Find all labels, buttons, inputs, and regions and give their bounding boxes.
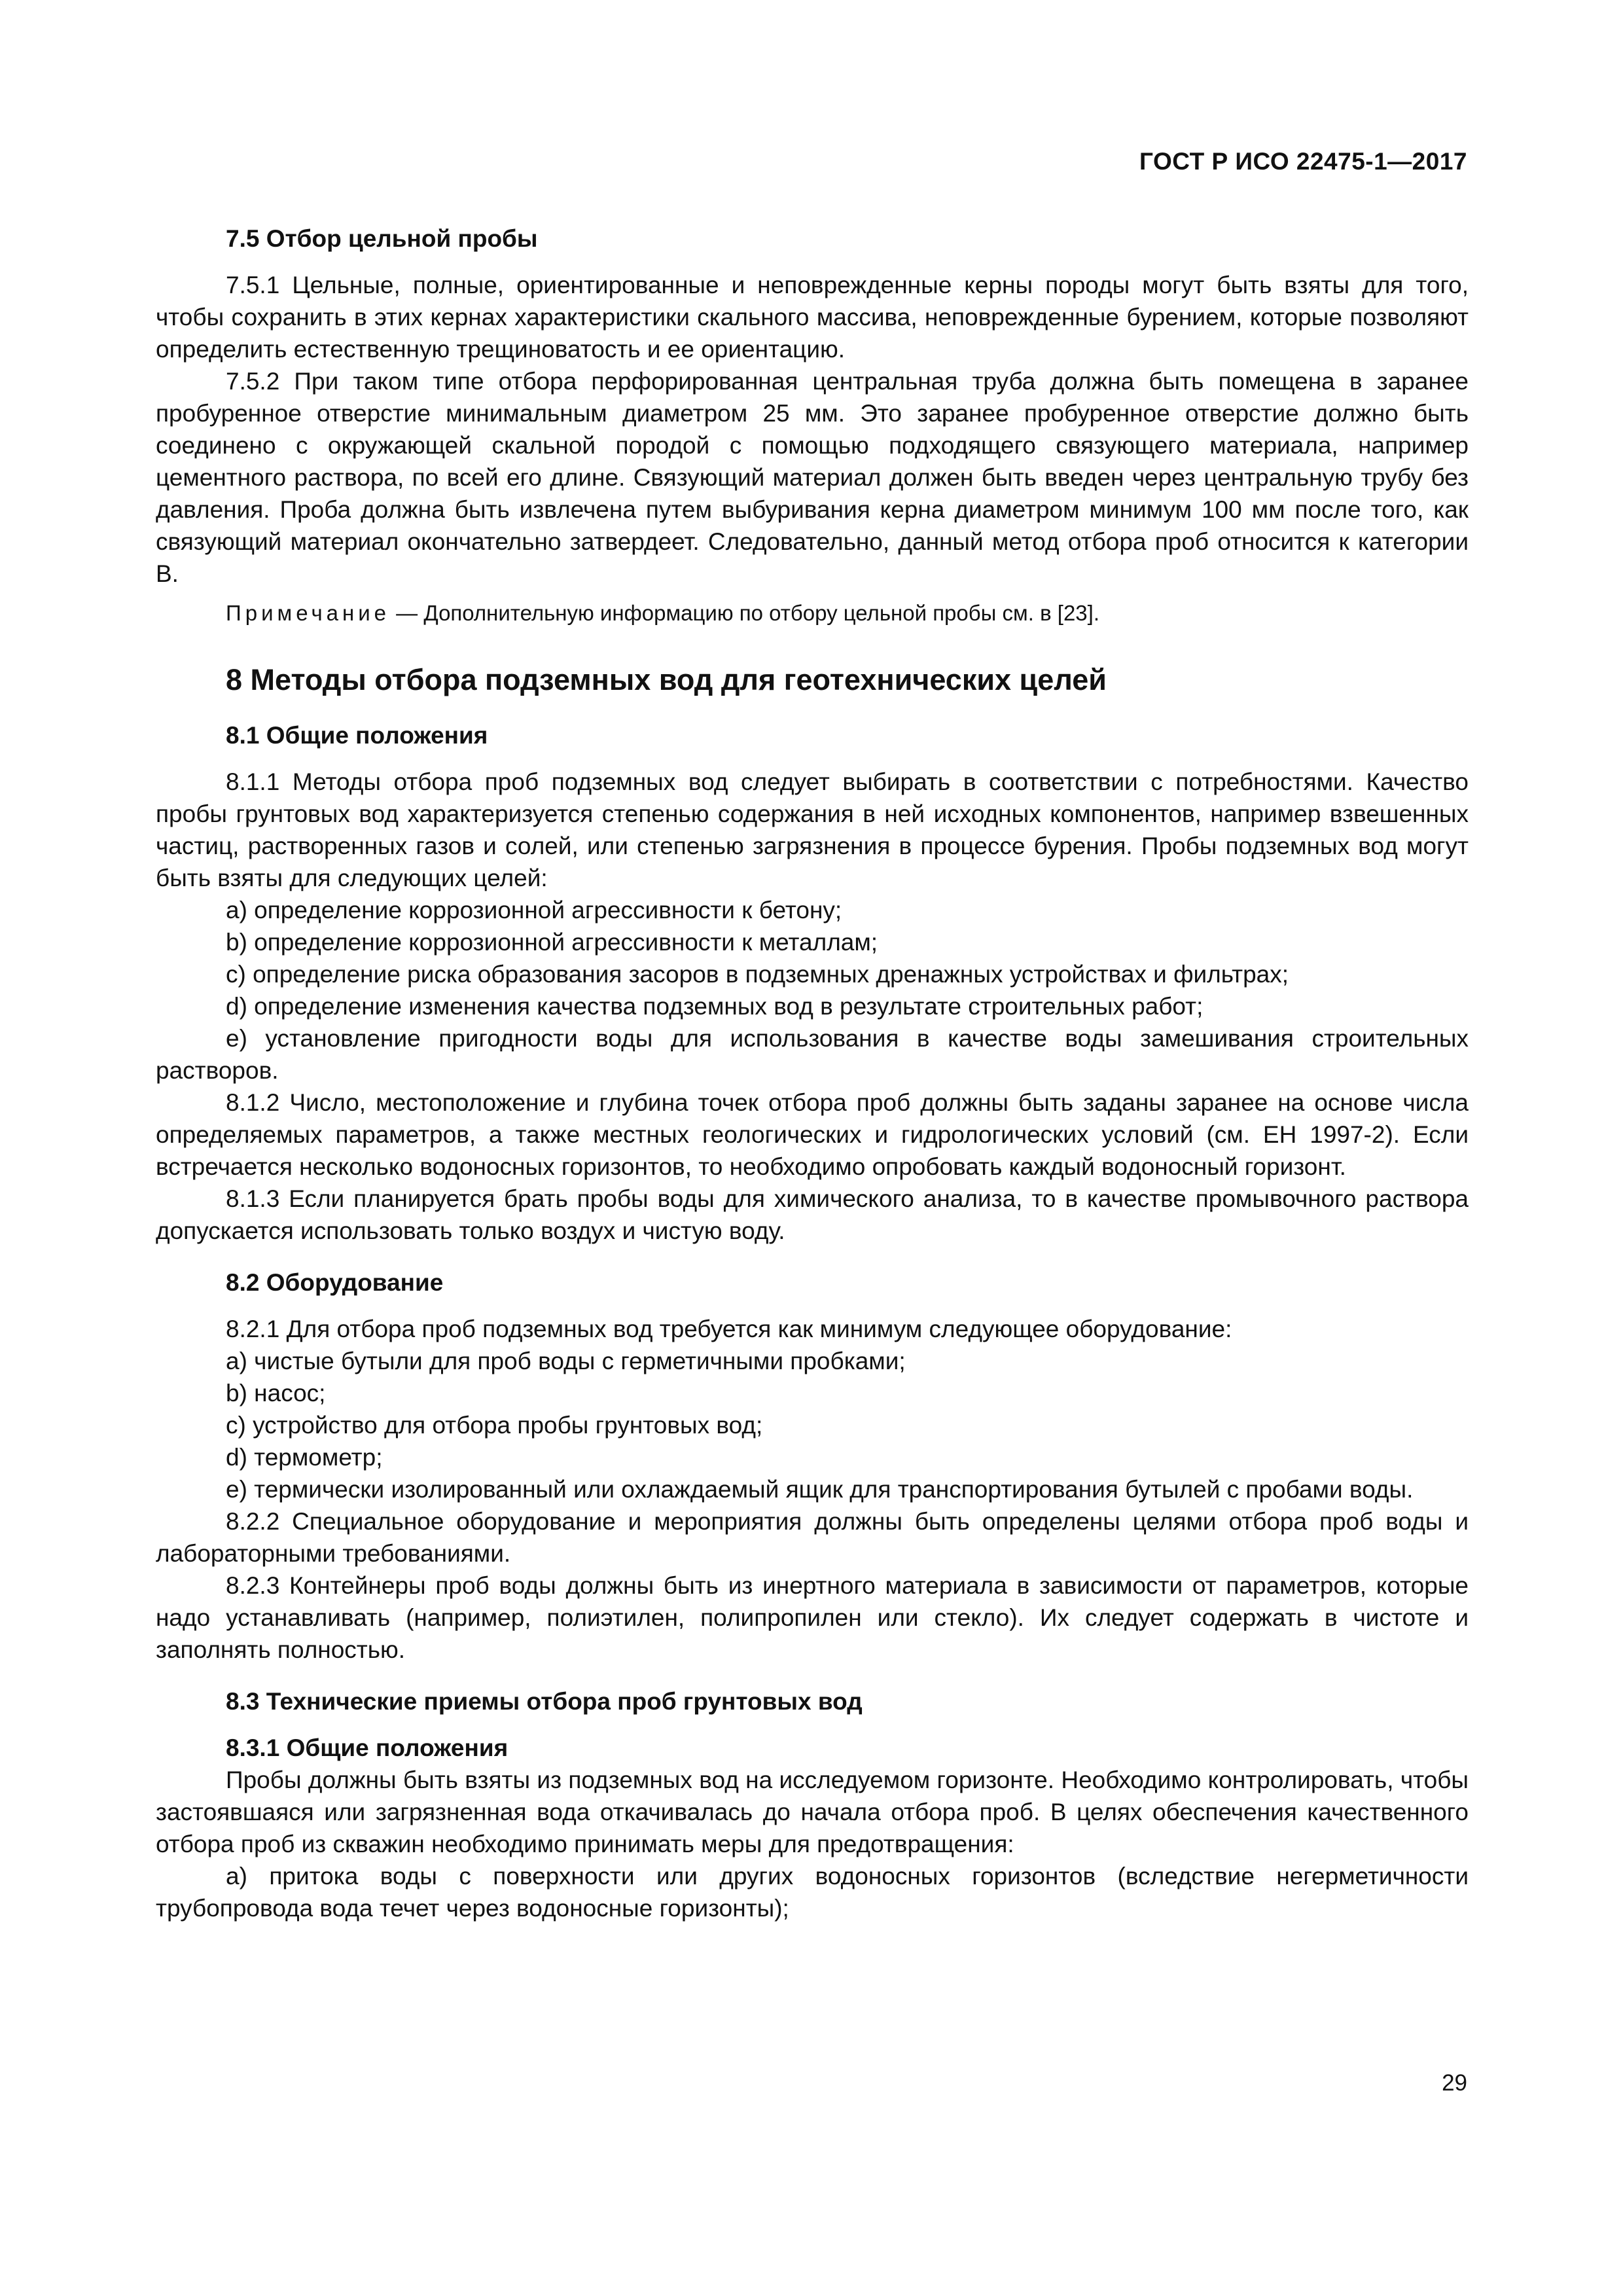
list-item: а) притока воды с поверхности или других водоносных горизонтов (вследствие негерметичности трубопровода вода течет через водоносные горизонты);	[156, 1863, 1469, 1922]
list-item: c) определение риска образования засоров в подземных дренажных устройствах и фильтрах;	[226, 961, 1289, 988]
page-content	[156, 223, 1469, 1924]
list-item: b) насос;	[226, 1380, 326, 1407]
paragraph-8-3-1: Пробы должны быть взяты из подземных вод на исследуемом горизонте. Необходимо контролировать, чтобы застоявшаяся или загрязненная вода откачивалась до начала отбора проб. В целях обеспечения качественного отбора проб из скважин необходимо принимать меры для предотвращения:	[156, 1767, 1469, 1857]
document-header: ГОСТ Р ИСО 22475-1—2017	[1139, 148, 1467, 175]
paragraph-8-2-2: 8.2.2 Специальное оборудование и мероприятия должны быть определены целями отбора проб воды и лабораторными требованиями.	[156, 1508, 1469, 1567]
list-item: b) определение коррозионной агрессивности к металлам;	[226, 929, 878, 956]
list-item: а) определение коррозионной агрессивности к бетону;	[226, 897, 842, 924]
paragraph-7-5-2: 7.5.2 При таком типе отбора перфорированная центральная труба должна быть помещена в заранее пробуренное отверстие минимальным диаметром 25 мм. Это заранее пробуренное отверстие должно быть соединено с окружающей скальной породой с помощью подходящего связующего материала, например цементного раствора, по всей его длине. Связующий материал должен быть введен через центральную трубу без давления. Проба должна быть извлечена путем выбуривания керна диаметром минимум 100 мм после того, как связующий материал окончательно затвердеет. Следовательно, данный метод отбора проб относится к категории B.	[156, 368, 1469, 587]
paragraph-7-5-1: 7.5.1 Цельные, полные, ориентированные и неповрежденные керны породы могут быть взяты для того, чтобы сохранить в этих кернах характеристики скального массива, неповрежденные бурением, которые позволяют определить естественную трещиноватость и ее ориентацию.	[156, 272, 1469, 363]
section-8-3-1-title: 8.3.1 Общие положения	[226, 1734, 508, 1761]
section-8-1-title: 8.1 Общие положения	[226, 722, 488, 749]
list-item: e) установление пригодности воды для использования в качестве воды замешивания строительных растворов.	[156, 1025, 1469, 1084]
list-item: d) определение изменения качества подземных вод в результате строительных работ;	[226, 993, 1204, 1020]
list-item: а) чистые бутыли для проб воды с герметичными пробками;	[226, 1348, 906, 1374]
list-item: e) термически изолированный или охлаждаемый ящик для транспортирования бутылей с пробами воды.	[226, 1476, 1414, 1503]
list-item: c) устройство для отбора пробы грунтовых вод;	[226, 1412, 763, 1439]
paragraph-8-2-1: 8.2.1 Для отбора проб подземных вод требуется как минимум следующее оборудование:	[226, 1316, 1232, 1342]
note-7-5	[156, 598, 1469, 629]
list-item: d) термометр;	[226, 1444, 383, 1471]
note-text: — Дополнительную информацию по отбору цельной пробы см. в [23].	[390, 601, 1099, 625]
note-label: Примечание	[226, 601, 391, 625]
paragraph-8-1-3: 8.1.3 Если планируется брать пробы воды для химического анализа, то в качестве промывочного раствора допускается использовать только воздух и чистую воду.	[156, 1185, 1469, 1244]
section-8-3-title: 8.3 Технические приемы отбора проб грунтовых вод	[226, 1688, 863, 1715]
page-number: 29	[1442, 2070, 1467, 2096]
section-8-title: 8 Методы отбора подземных вод для геотехнических целей	[226, 663, 1107, 696]
paragraph-8-1-1: 8.1.1 Методы отбора проб подземных вод следует выбирать в соответствии с потребностями. Качество пробы грунтовых вод характеризуется степенью содержания в ней исходных компонентов, например взвешенных частиц, растворенных газов и солей, или степенью загрязнения в процессе бурения. Пробы подземных вод могут быть взяты для следующих целей:	[156, 768, 1469, 891]
section-8-2-title: 8.2 Оборудование	[226, 1269, 444, 1296]
paragraph-8-1-2: 8.1.2 Число, местоположение и глубина точек отбора проб должны быть заданы заранее на основе числа определяемых параметров, а также местных геологических и гидрологических условий (см. ЕН 1997-2). Если встречается несколько водоносных горизонтов, то необходимо опробовать каждый водоносный горизонт.	[156, 1089, 1469, 1180]
section-7-5-title: 7.5 Отбор цельной пробы	[226, 225, 538, 252]
paragraph-8-2-3: 8.2.3 Контейнеры проб воды должны быть из инертного материала в зависимости от параметров, которые надо устанавливать (например, полиэтилен, полипропилен или стекло). Их следует содержать в чистоте и заполнять полностью.	[156, 1572, 1469, 1663]
